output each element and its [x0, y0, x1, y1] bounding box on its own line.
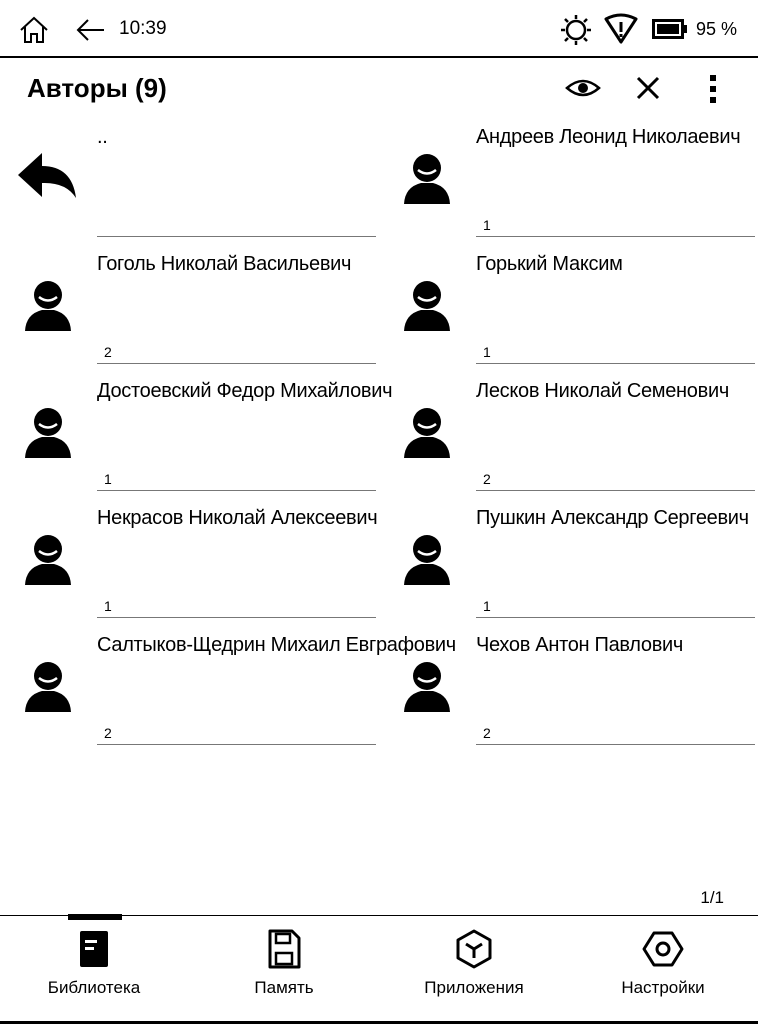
brightness-icon[interactable]: [560, 14, 592, 46]
nav-label: Настройки: [621, 978, 705, 997]
book-count: 2: [483, 471, 491, 487]
list-item[interactable]: [0, 505, 379, 632]
back-arrow-icon[interactable]: [74, 16, 106, 44]
page-title: Авторы (9): [27, 73, 167, 103]
divider: [97, 617, 376, 618]
settings-hex-icon: [643, 928, 683, 970]
divider: [476, 617, 755, 618]
reply-back-icon: [16, 148, 78, 202]
divider: [476, 363, 755, 364]
list-item[interactable]: [379, 251, 758, 378]
list-item[interactable]: [379, 378, 758, 505]
list-item[interactable]: [379, 632, 758, 759]
clock: 10:39: [119, 18, 167, 39]
author-name: Достоевский Федор Михайлович: [97, 380, 393, 402]
book-icon: [74, 928, 114, 970]
book-count: 1: [104, 598, 112, 614]
page-indicator: 1/1: [700, 888, 724, 907]
close-icon[interactable]: [632, 72, 664, 104]
eye-icon[interactable]: [564, 74, 602, 102]
list-item[interactable]: [379, 124, 758, 251]
book-count: 1: [483, 217, 491, 233]
author-name: Горький Максим: [476, 253, 623, 275]
author-name: Чехов Антон Павлович: [476, 634, 684, 656]
divider: [97, 490, 376, 491]
book-count: 1: [483, 344, 491, 360]
floppy-disk-icon: [264, 928, 304, 970]
battery-icon: [652, 18, 688, 40]
book-count: 2: [104, 344, 112, 360]
apps-cube-icon: [454, 928, 494, 970]
battery-percent: 95 %: [696, 19, 738, 39]
divider: [476, 744, 755, 745]
divider: [476, 236, 755, 237]
parent-folder-item[interactable]: [0, 124, 379, 251]
more-vert-icon[interactable]: [700, 72, 726, 106]
status-bar: [0, 0, 758, 58]
nav-apps[interactable]: [399, 928, 549, 1008]
active-tab-indicator: [68, 914, 122, 920]
list-item[interactable]: [0, 251, 379, 378]
author-name: Андреев Леонид Николаевич: [476, 126, 741, 148]
author-name: Пушкин Александр Сергеевич: [476, 507, 749, 529]
list-item[interactable]: [0, 632, 456, 759]
book-count: 2: [483, 725, 491, 741]
home-icon[interactable]: [18, 14, 50, 46]
nav-storage[interactable]: [209, 928, 359, 1008]
author-name: Некрасов Николай Алексеевич: [97, 507, 378, 529]
list-item[interactable]: [0, 378, 393, 505]
nav-label: Библиотека: [47, 978, 141, 997]
nav-label: Память: [254, 978, 314, 997]
nav-library[interactable]: [19, 928, 169, 1008]
bottom-nav: [0, 915, 758, 1021]
author-icon: [401, 152, 453, 204]
author-name: Лесков Николай Семенович: [476, 380, 729, 402]
author-icon: [401, 406, 453, 458]
wifi-icon[interactable]: [604, 14, 638, 44]
author-icon: [401, 660, 453, 712]
divider: [97, 363, 376, 364]
divider: [97, 236, 376, 237]
book-count: 2: [104, 725, 112, 741]
author-icon: [22, 660, 74, 712]
divider: [476, 490, 755, 491]
nav-label: Приложения: [424, 978, 524, 997]
book-count: 1: [483, 598, 491, 614]
author-icon: [22, 533, 74, 585]
title-bar: [0, 60, 758, 120]
author-icon: [401, 279, 453, 331]
author-icon: [22, 406, 74, 458]
author-name: Салтыков-Щедрин Михаил Евграфович: [97, 634, 456, 656]
divider: [97, 744, 376, 745]
author-icon: [22, 279, 74, 331]
author-icon: [401, 533, 453, 585]
list-item[interactable]: [379, 505, 758, 632]
book-count: 1: [104, 471, 112, 487]
nav-settings[interactable]: [588, 928, 738, 1008]
author-name: Гоголь Николай Васильевич: [97, 253, 352, 275]
item-name: ..: [97, 126, 108, 148]
